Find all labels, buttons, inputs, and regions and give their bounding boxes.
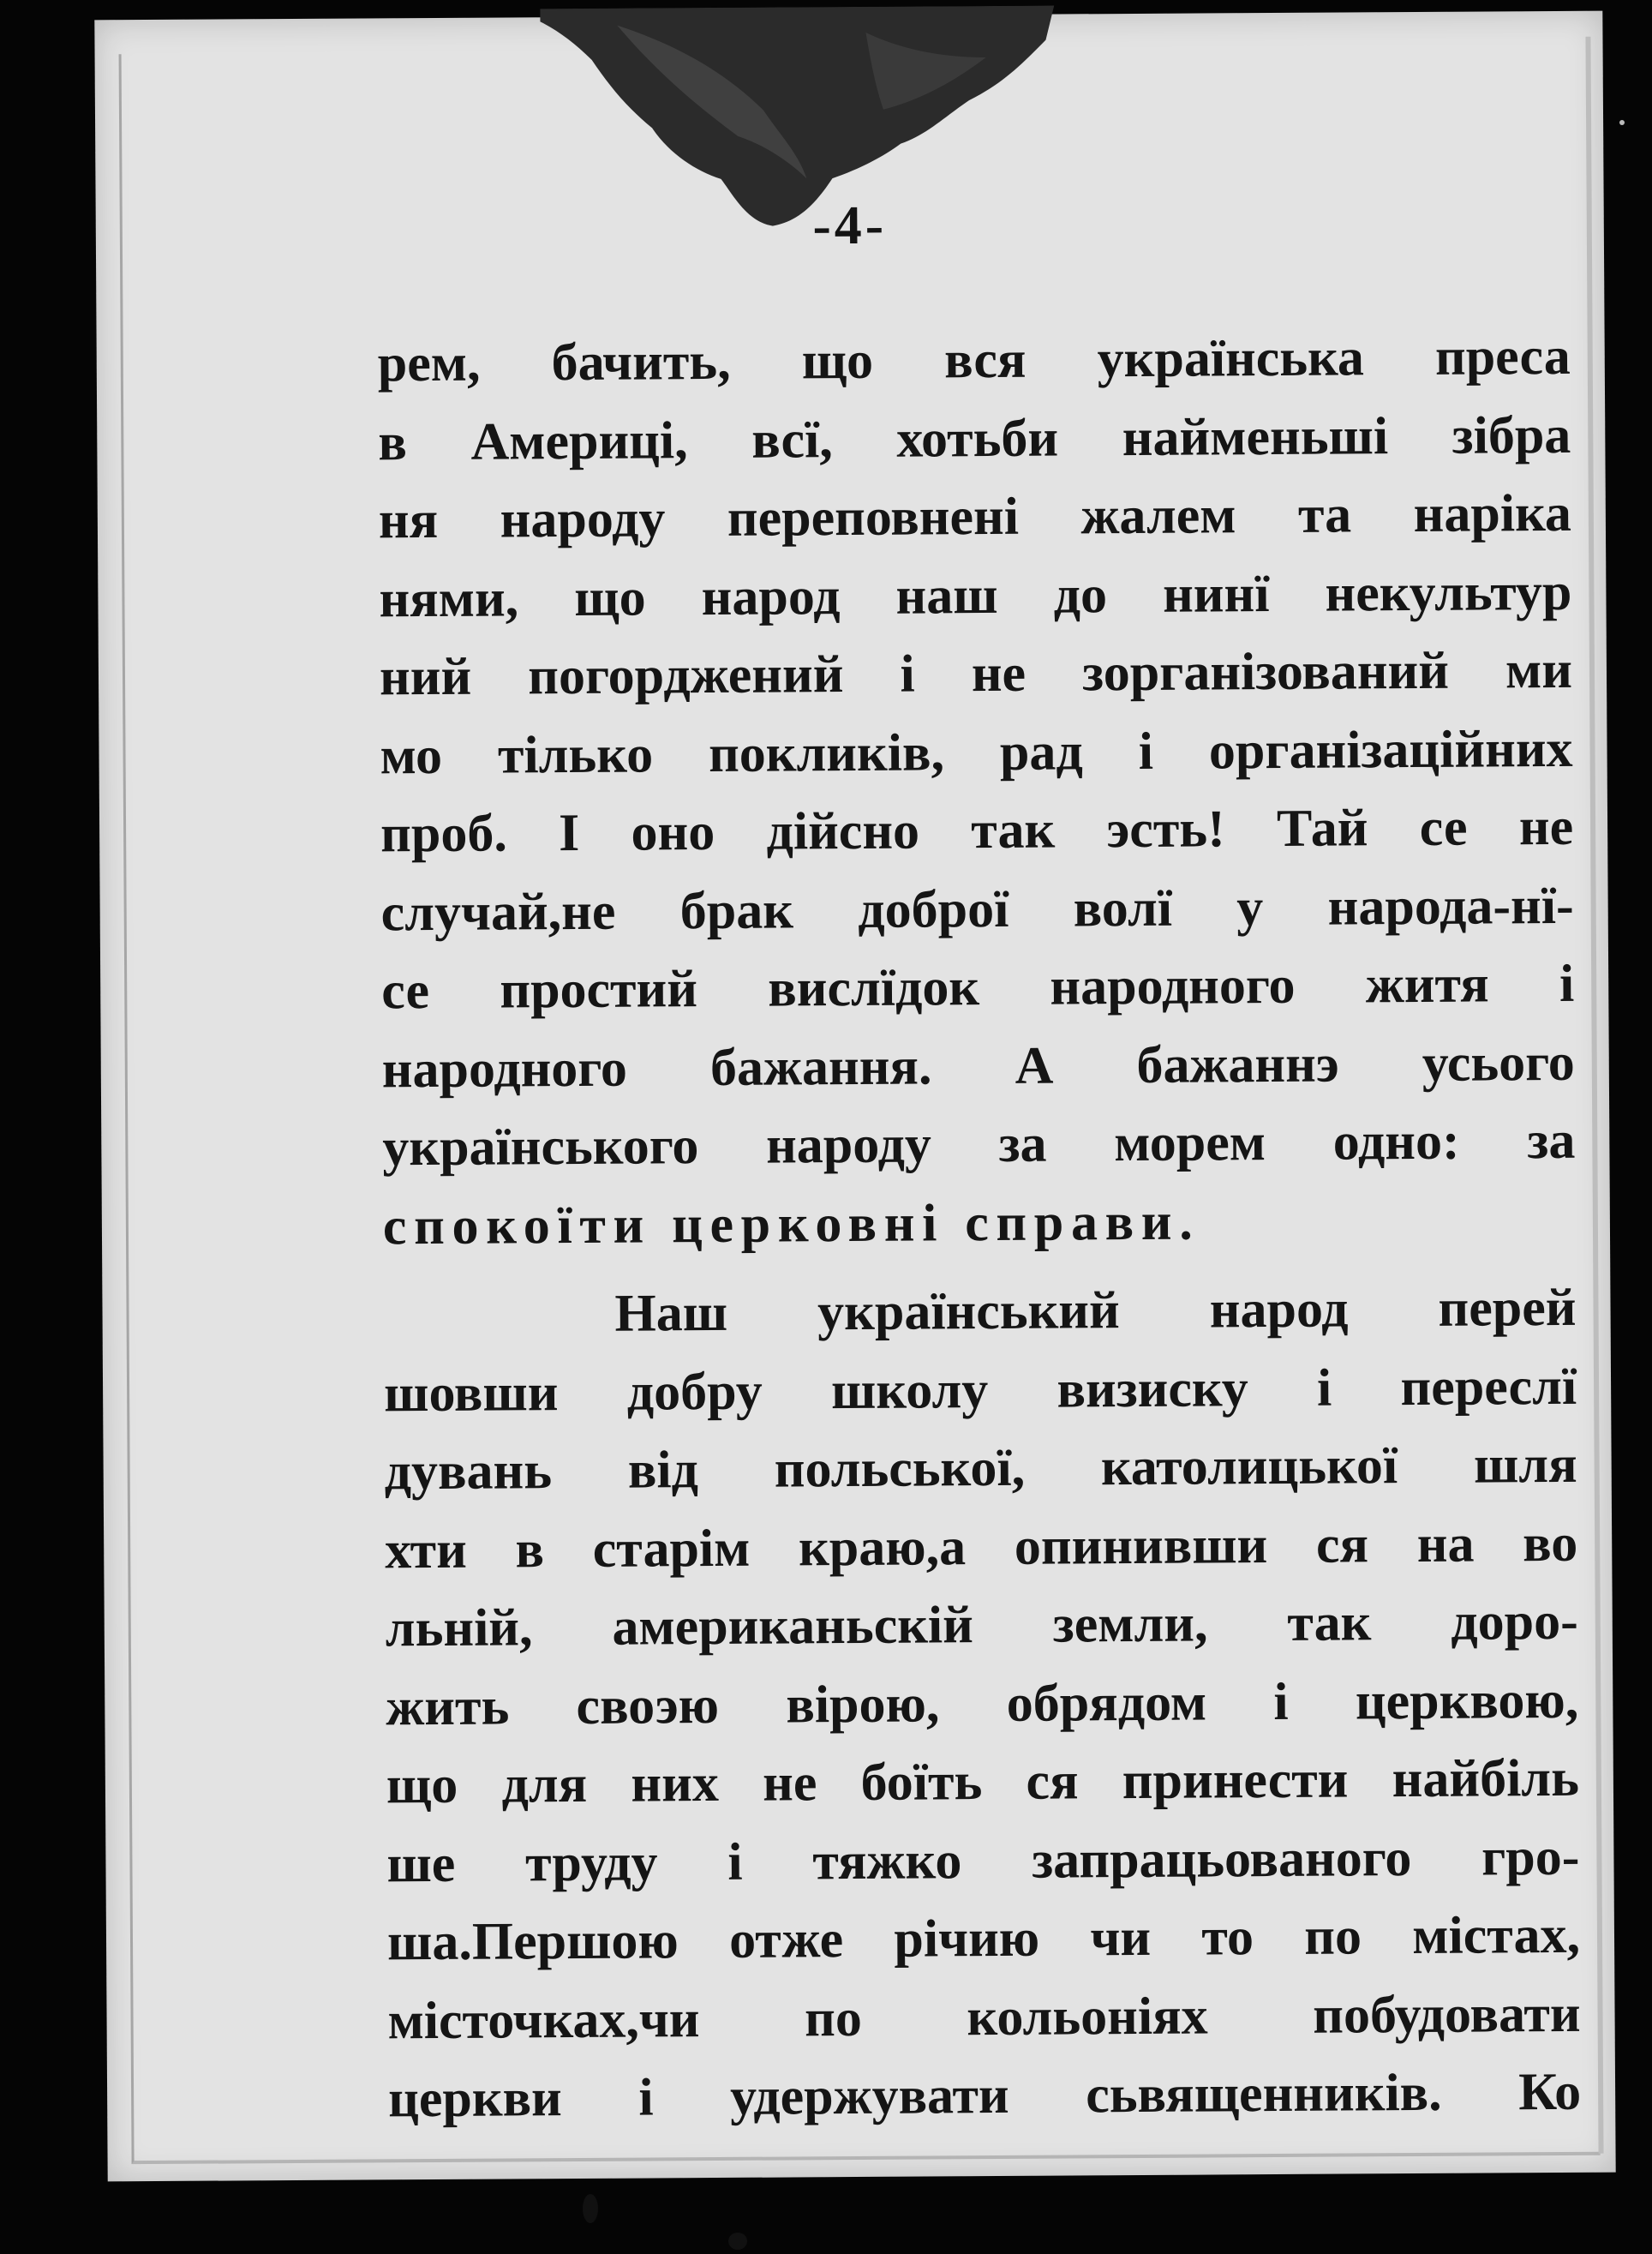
text-line: ша.Першою отже річию чи то по містах, [386,1905,1581,1972]
text-line: спокоїти церковні справи. [382,1192,1200,1256]
text-line: жить своэю вірою, обрядом і церквою, [386,1670,1579,1736]
text-line: рем, бачить, що вся українська преса [377,327,1571,393]
text-line: ний погорджений і не зорганізований ми [379,640,1573,707]
text-line: шовши добру школу визиску і переслї [383,1357,1577,1423]
text-line: українського народу за морем одно: за [382,1111,1576,1178]
text-line: нями, що народ наш до нинї некультур [379,562,1572,628]
text-line: хти в старім краю,а опинивши ся на во [385,1514,1578,1580]
dust-speck [583,2194,598,2223]
text-line: в Америці, всї, хотьби найменьші зібра [378,405,1571,471]
book-page [94,11,1615,2182]
text-line: ня народу переповнені жалем та наріка [378,483,1572,550]
paragraph [383,1269,1581,2139]
paragraph [377,318,1576,1266]
text-line: проб. І оно дійсно так эсть! Тай се не [380,797,1574,864]
dust-speck [728,2233,747,2250]
text-line: ше труду і тяжко запрацьованого гро- [386,1827,1580,1893]
text-line: се простий вислїдок народного житя і [381,954,1575,1021]
text-line: що для них не боїть ся принести найбіль [386,1748,1580,1815]
page-number: -4- [812,194,888,256]
text-line: случай,не брак доброї волї у народа-нї- [380,876,1574,942]
text-line: дувань від польської, католицької шля [384,1435,1577,1502]
text-line: місточках,чи по кольоніях побудовати [387,1984,1581,2050]
text-line: церкви і удержувати сьвященників. Ко [387,2062,1582,2129]
text-line: народного бажання. А бажаннэ усього [381,1033,1575,1099]
dust-speck [1619,120,1625,125]
body-text [377,318,1581,2139]
text-line: мо тілько покликів, рад і організаційних [380,719,1573,785]
page-edge-shadow [1585,37,1603,2154]
text-line: льній, американьскій земли, так доро- [385,1592,1578,1658]
text-line: Наш український народ перей [614,1278,1577,1343]
